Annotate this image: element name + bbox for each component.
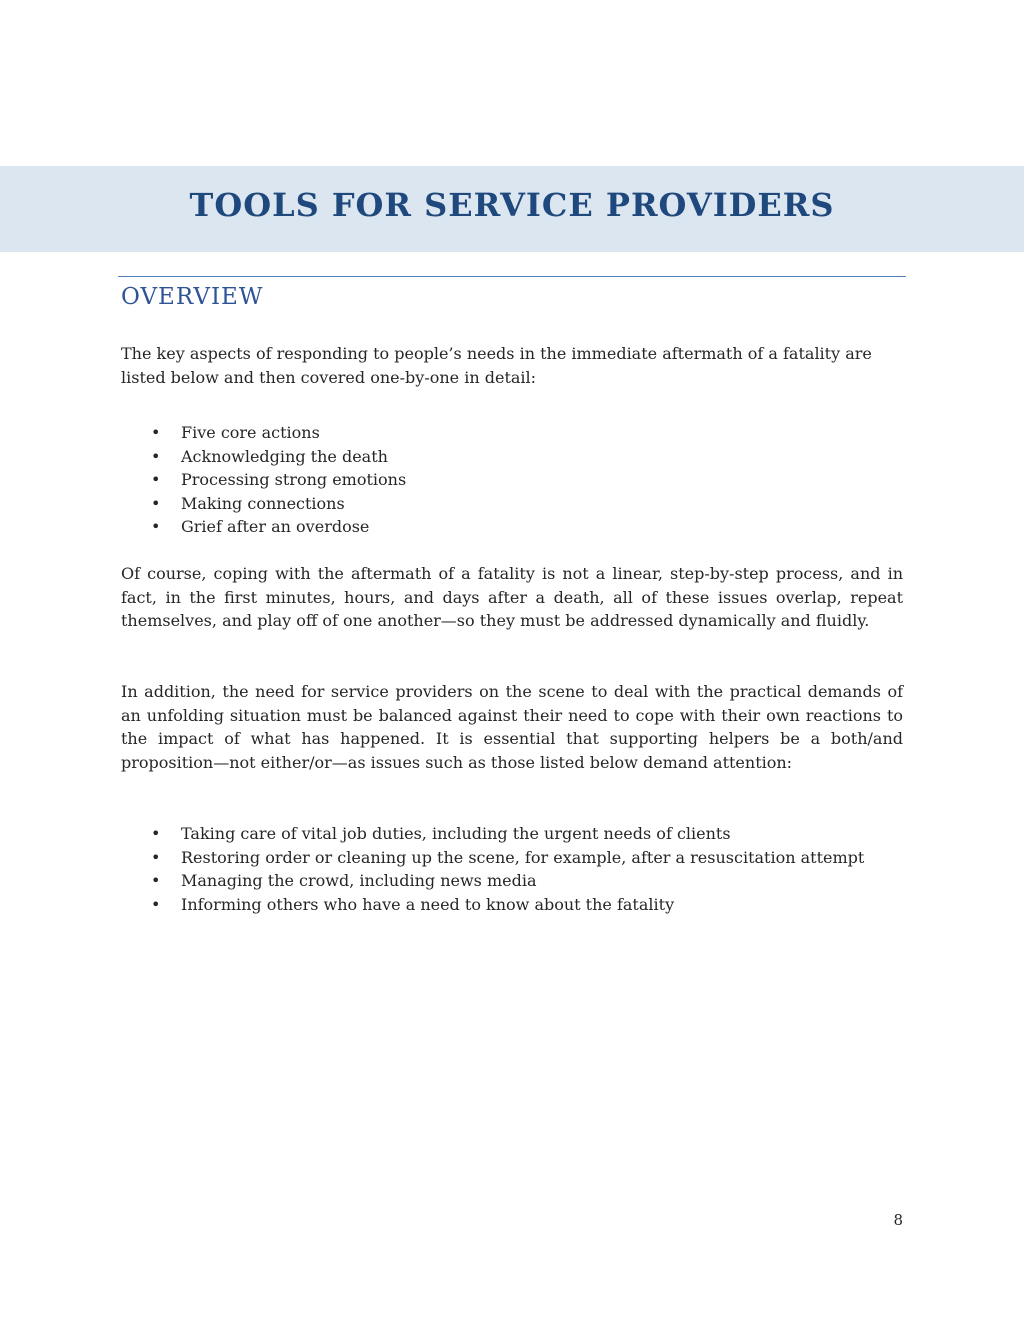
list-item-text: Making connections — [181, 493, 345, 513]
bullet-icon: • — [151, 423, 161, 442]
bullet-icon: • — [151, 446, 161, 466]
bullet-icon: • — [151, 871, 161, 891]
body-paragraph-process: Of course, coping with the aftermath of a fatality is not a linear, step-by-step process, and in fact, in the first minutes, hours, and days after a death, all of these issues overlap, repeat themselves, and play off of one another—so they must be addressed dynamically and fluidly. — [121, 564, 903, 631]
list-item-text: Taking care of vital job duties, including the urgent needs of clients — [181, 824, 731, 843]
list-item — [121, 893, 903, 917]
intro-paragraph: The key aspects of responding to people’s needs in the immediate aftermath of a fatality are listed below and then covered one-by-one in detail: — [121, 344, 872, 387]
page-number: 8 — [893, 1211, 903, 1229]
bullet-icon: • — [151, 493, 161, 513]
list-item — [121, 846, 903, 870]
section-divider — [118, 276, 906, 277]
list-item — [121, 468, 903, 492]
page-title: TOOLS FOR SERVICE PROVIDERS — [189, 186, 835, 224]
body-paragraph-demands: In addition, the need for service providers on the scene to deal with the practical demands of an unfolding situation must be balanced against their need to cope with their own reactions to the impact of what has happened. It is essential that supporting helpers be a both/and proposition—not either/or—as issues such as those listed below demand attention: — [121, 682, 903, 772]
list-item-text: Informing others who have a need to know about the fatality — [181, 894, 675, 914]
list-item-text: Acknowledging the death — [181, 446, 388, 466]
bullet-icon: • — [151, 894, 161, 914]
list-item — [121, 421, 903, 445]
bullet-icon: • — [151, 517, 161, 537]
demands-list — [121, 822, 903, 916]
list-item — [121, 869, 903, 893]
list-item-text: Grief after an overdose — [181, 517, 370, 537]
bullet-icon: • — [151, 847, 161, 867]
list-item — [121, 445, 903, 469]
key-aspects-list — [121, 421, 903, 539]
list-item — [121, 492, 903, 516]
list-item-text: Processing strong emotions — [181, 470, 407, 490]
list-item-text: Managing the crowd, including news media — [181, 871, 537, 891]
list-item — [121, 515, 903, 539]
section-heading-overview: OVERVIEW — [121, 284, 264, 310]
list-item-text: Restoring order or cleaning up the scene, for example, after a resuscitation attempt — [181, 847, 865, 867]
list-item — [121, 822, 903, 846]
bullet-icon: • — [151, 470, 161, 490]
list-item-text: Five core actions — [181, 423, 320, 442]
bullet-icon: • — [151, 824, 161, 843]
